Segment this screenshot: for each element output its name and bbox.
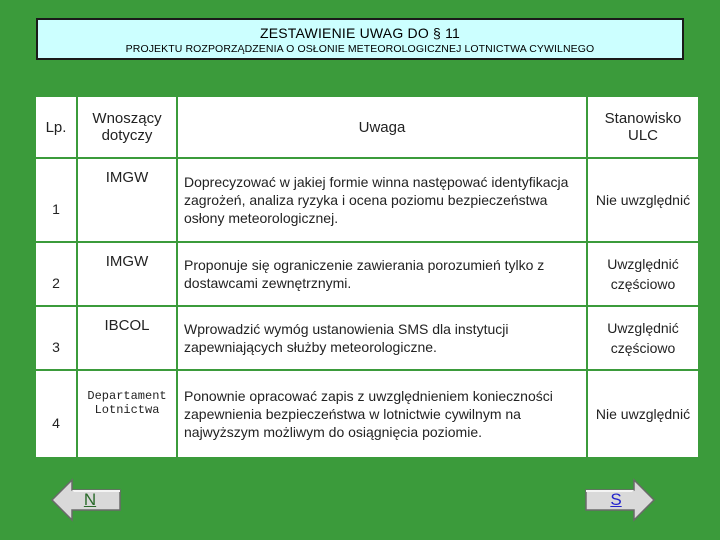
row-remark: Wprowadzić wymóg ustanowienia SMS dla instytucji zapewniających służby meteorologiczne. — [177, 306, 587, 370]
row-position: Nie uwzględnić — [587, 158, 699, 242]
row-lp: 1 — [35, 158, 77, 242]
table-header-row — [35, 96, 699, 158]
next-slide-button[interactable] — [584, 478, 656, 522]
row-remark: Ponownie opracować zapis z uwzględnieniem konieczności zapewnienia bezpieczeństwa w lotnictwie cywilnym na najwyższym możliwym do osiągnięcia poziomie. — [177, 370, 587, 458]
row-submitter: Departament Lotnictwa — [77, 370, 177, 458]
row-submitter: IMGW — [77, 158, 177, 242]
row-remark: Proponuje się ograniczenie zawierania porozumień tylko z dostawcami zewnętrznymi. — [177, 242, 587, 306]
page-title: ZESTAWIENIE UWAG DO § 11 — [259, 25, 461, 41]
page-subtitle: PROJEKTU ROZPORZĄDZENIA O OSŁONIE METEOROLOGICZNEJ LOTNICTWA CYWILNEGO — [125, 43, 595, 55]
header-position: Stanowisko ULC — [587, 96, 699, 158]
row-lp: 4 — [35, 370, 77, 458]
header-lp: Lp. — [35, 96, 77, 158]
row-lp: 2 — [35, 242, 77, 306]
header-remark: Uwaga — [177, 96, 587, 158]
row-lp: 3 — [35, 306, 77, 370]
table-row — [35, 242, 699, 306]
previous-slide-button[interactable] — [50, 478, 122, 522]
previous-slide-label: N — [83, 490, 97, 509]
next-slide-label: S — [610, 490, 622, 509]
header-submitter: Wnoszący dotyczy — [77, 96, 177, 158]
row-submitter: IBCOL — [77, 306, 177, 370]
row-submitter: IMGW — [77, 242, 177, 306]
row-remark: Doprecyzować w jakiej formie winna następować identyfikacja zagrożeń, analiza ryzyka i ocena poziomu bezpieczeństwa osłony meteorologicznej. — [177, 158, 587, 242]
row-position: Uwzględnić częściowo — [587, 242, 699, 306]
row-position: Uwzględnić częściowo — [587, 306, 699, 370]
row-position: Nie uwzględnić — [587, 370, 699, 458]
table-row — [35, 370, 699, 458]
table-row — [35, 306, 699, 370]
title-banner — [36, 18, 684, 60]
table-row — [35, 158, 699, 242]
remarks-table — [34, 95, 700, 459]
